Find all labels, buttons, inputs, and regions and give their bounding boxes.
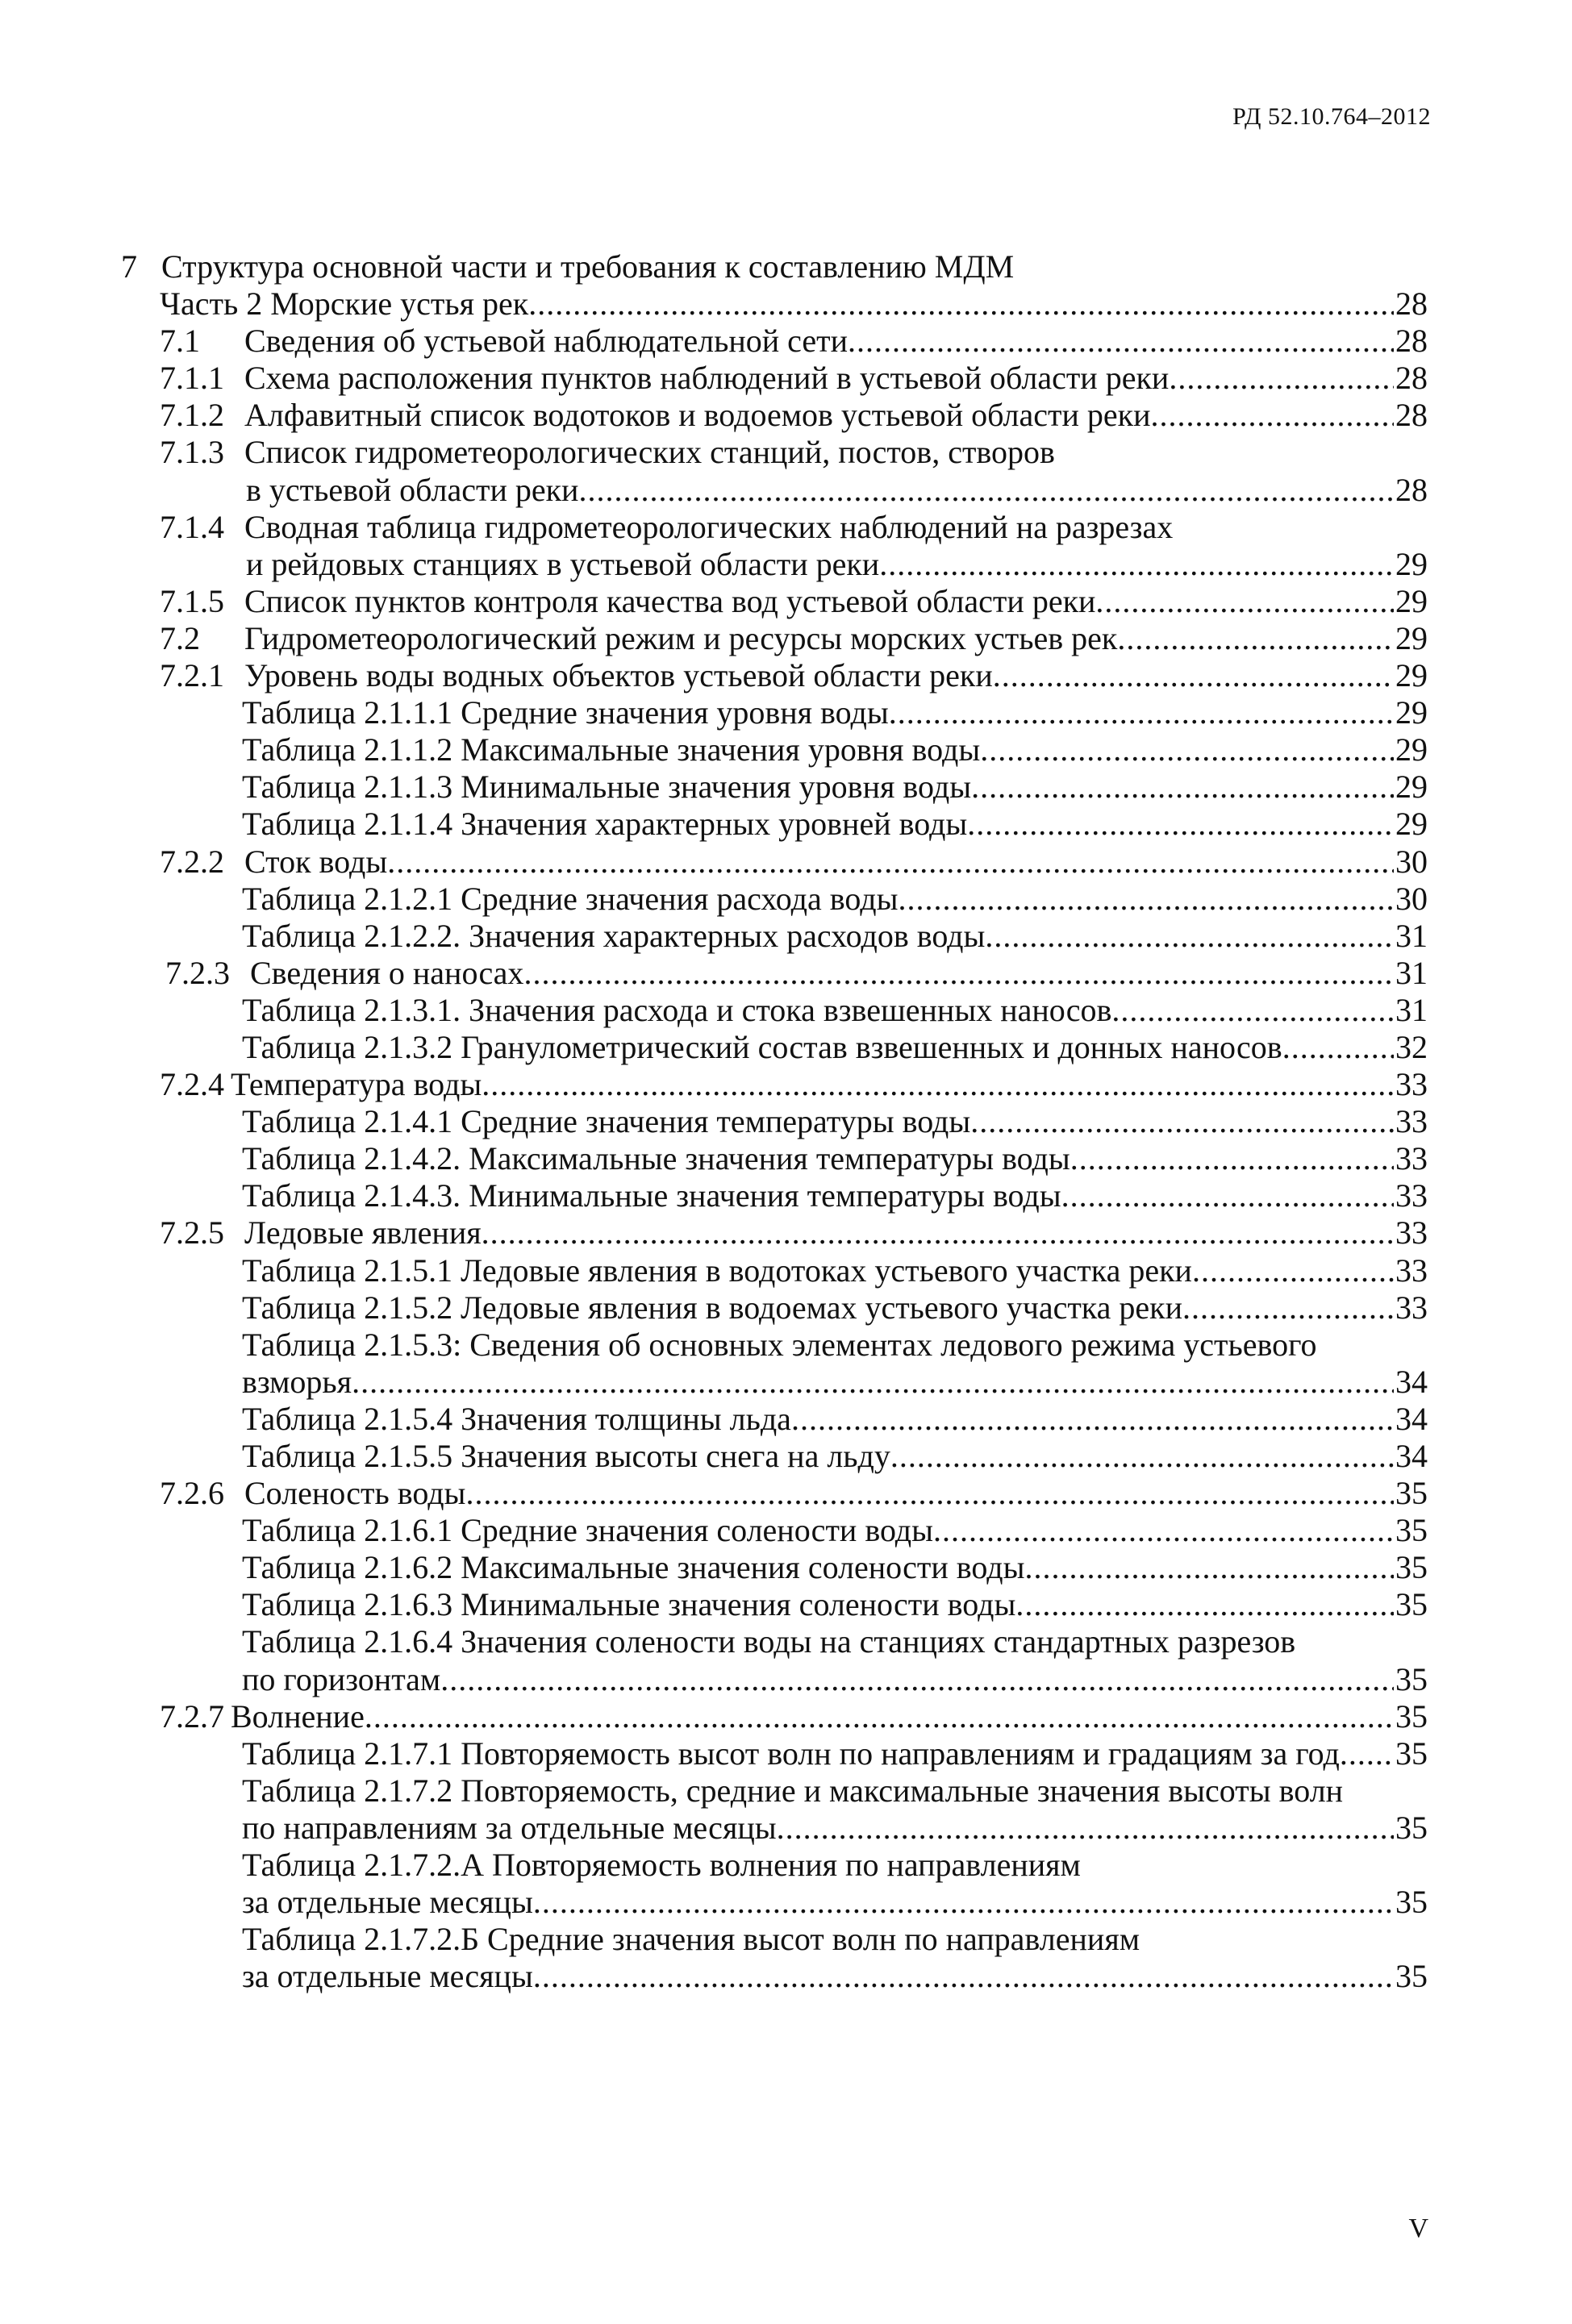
toc-entry-title: Таблица 2.1.5.2 Ледовые явления в водоемах устьевого участка реки bbox=[242, 1289, 1182, 1326]
toc-entry bbox=[121, 509, 1428, 546]
toc-entry bbox=[121, 1847, 1428, 1884]
toc-entry-title: Таблица 2.1.2.1 Средние значения расхода воды bbox=[242, 880, 899, 917]
toc-entry-title: по направлениям за отдельные месяцы bbox=[242, 1809, 777, 1846]
toc-entry-page: 35 bbox=[1395, 1809, 1428, 1846]
toc-leader-dots bbox=[533, 1884, 1394, 1921]
toc-entry-number: 7.1.2 bbox=[160, 397, 224, 434]
toc-entry bbox=[121, 1772, 1428, 1810]
toc-entry-page: 34 bbox=[1395, 1438, 1428, 1474]
toc-entry bbox=[121, 1661, 1428, 1698]
toc-leader-dots bbox=[1182, 1289, 1394, 1327]
toc-leader-dots bbox=[1117, 620, 1394, 657]
toc-entry-number: 7.1 bbox=[160, 323, 200, 360]
toc-entry-page: 35 bbox=[1395, 1586, 1428, 1623]
toc-entry-page: 35 bbox=[1395, 1549, 1428, 1586]
toc-entry-page: 31 bbox=[1395, 917, 1428, 954]
toc-entry-title: Таблица 2.1.5.5 Значения высоты снега на льду bbox=[242, 1438, 890, 1474]
toc-entry-page: 33 bbox=[1395, 1140, 1428, 1177]
toc-entry bbox=[121, 1475, 1428, 1512]
toc-entry bbox=[121, 248, 1428, 285]
toc-entry-page: 35 bbox=[1395, 1512, 1428, 1549]
toc-entry-title: Таблица 2.1.1.2 Максимальные значения уровня воды bbox=[242, 731, 981, 768]
toc-entry-page: 33 bbox=[1395, 1289, 1428, 1326]
toc-entry-title: Гидрометеорологический режим и ресурсы морских устьев рек bbox=[244, 619, 1118, 656]
toc-entry-page: 28 bbox=[1395, 360, 1428, 397]
toc-entry-page: 35 bbox=[1395, 1697, 1428, 1735]
toc-entry bbox=[121, 1921, 1428, 1958]
toc-entry-page: 29 bbox=[1395, 806, 1428, 843]
toc-entry bbox=[121, 1623, 1428, 1660]
toc-leader-dots bbox=[1111, 992, 1394, 1029]
toc-entry bbox=[121, 731, 1428, 768]
toc-entry bbox=[121, 955, 1428, 992]
toc-entry bbox=[121, 1364, 1428, 1401]
toc-leader-dots bbox=[879, 546, 1394, 583]
toc-leader-dots bbox=[967, 806, 1394, 843]
toc-entry-title: Таблица 2.1.7.2 Повторяемость, средние и максимальные значения высоты волн bbox=[242, 1772, 1344, 1809]
toc-entry-title: Таблица 2.1.5.4 Значения толщины льда bbox=[242, 1400, 791, 1437]
toc-entry-title: Таблица 2.1.1.1 Средние значения уровня воды bbox=[242, 694, 889, 731]
toc-entry-title: Список гидрометеорологических станций, постов, створов bbox=[244, 434, 1055, 471]
toc-entry-number: 7.2.7 bbox=[160, 1697, 224, 1735]
toc-entry bbox=[121, 1586, 1428, 1623]
toc-leader-dots bbox=[890, 1438, 1394, 1475]
toc-entry-title: за отдельные месяцы bbox=[242, 1958, 533, 1995]
toc-leader-dots bbox=[993, 657, 1394, 694]
toc-entry bbox=[121, 1029, 1428, 1066]
toc-leader-dots bbox=[1192, 1252, 1394, 1289]
toc-entry-title: в устьевой области реки bbox=[246, 471, 579, 508]
toc-entry-page: 28 bbox=[1395, 397, 1428, 434]
toc-entry bbox=[121, 1401, 1428, 1438]
toc-entry-page: 29 bbox=[1395, 545, 1428, 582]
toc-leader-dots bbox=[1025, 1549, 1395, 1586]
toc-entry-title: Таблица 2.1.4.3. Минимальные значения температуры воды bbox=[242, 1177, 1061, 1214]
toc-entry-title: Соленость воды bbox=[244, 1475, 466, 1512]
toc-entry-page: 32 bbox=[1395, 1028, 1428, 1065]
toc-entry-number: 7.2.4 bbox=[160, 1066, 224, 1103]
toc-entry bbox=[121, 881, 1428, 918]
toc-entry bbox=[121, 620, 1428, 657]
toc-entry-page: 33 bbox=[1395, 1177, 1428, 1214]
toc-leader-dots bbox=[933, 1512, 1394, 1549]
toc-entry bbox=[121, 806, 1428, 843]
toc-entry bbox=[121, 1103, 1428, 1140]
toc-entry-title: Уровень воды водных объектов устьевой области реки bbox=[244, 657, 993, 694]
toc-entry-title: Температура воды bbox=[231, 1066, 482, 1103]
toc-entry-page: 28 bbox=[1395, 323, 1428, 360]
toc-leader-dots bbox=[1095, 583, 1394, 620]
toc-entry bbox=[121, 434, 1428, 471]
toc-entry bbox=[121, 472, 1428, 509]
table-of-contents bbox=[121, 248, 1428, 1995]
toc-entry bbox=[121, 1735, 1428, 1772]
toc-entry-number: 7.2.1 bbox=[160, 657, 224, 694]
toc-entry-title: Алфавитный список водотоков и водоемов устьевой области реки bbox=[244, 397, 1151, 434]
toc-leader-dots bbox=[440, 1661, 1394, 1698]
toc-entry bbox=[121, 694, 1428, 731]
toc-entry bbox=[121, 1512, 1428, 1549]
toc-leader-dots bbox=[1070, 1140, 1394, 1177]
toc-entry-title: Таблица 2.1.5.3: Сведения об основных элементах ледового режима устьевого bbox=[242, 1326, 1317, 1363]
toc-leader-dots bbox=[578, 472, 1394, 509]
toc-leader-dots bbox=[1061, 1177, 1394, 1214]
toc-leader-dots bbox=[971, 768, 1394, 806]
toc-leader-dots bbox=[791, 1401, 1394, 1438]
toc-entry bbox=[121, 1214, 1428, 1252]
toc-entry-number: 7.1.3 bbox=[160, 434, 224, 471]
toc-entry bbox=[121, 992, 1428, 1029]
toc-leader-dots bbox=[465, 1475, 1394, 1512]
toc-entry-title: Таблица 2.1.6.4 Значения солености воды на станциях стандартных разрезов bbox=[242, 1623, 1296, 1660]
toc-leader-dots bbox=[533, 1958, 1394, 1995]
toc-entry-page: 31 bbox=[1395, 954, 1428, 991]
toc-entry-title: Таблица 2.1.6.3 Минимальные значения солености воды bbox=[242, 1586, 1016, 1623]
toc-entry-page: 34 bbox=[1395, 1400, 1428, 1437]
toc-entry bbox=[121, 360, 1428, 397]
toc-entry-page: 29 bbox=[1395, 619, 1428, 656]
toc-entry bbox=[121, 583, 1428, 620]
toc-entry-page: 29 bbox=[1395, 657, 1428, 694]
toc-entry-title: Сведения об устьевой наблюдательной сети bbox=[244, 323, 849, 360]
toc-entry bbox=[121, 397, 1428, 434]
toc-entry-title: Волнение bbox=[231, 1697, 365, 1735]
toc-leader-dots bbox=[777, 1810, 1394, 1847]
toc-entry bbox=[121, 1177, 1428, 1214]
toc-entry-title: Таблица 2.1.7.2.Б Средние значения высот волн по направлениям bbox=[242, 1921, 1140, 1958]
toc-entry bbox=[121, 768, 1428, 806]
toc-leader-dots bbox=[365, 1698, 1394, 1735]
toc-entry bbox=[121, 1810, 1428, 1847]
toc-leader-dots bbox=[898, 881, 1394, 918]
toc-entry-number: 7 bbox=[121, 248, 137, 285]
toc-entry-page: 33 bbox=[1395, 1252, 1428, 1289]
toc-entry-title: Таблица 2.1.3.2 Гранулометрический состав взвешенных и донных наносов bbox=[242, 1028, 1282, 1065]
toc-entry-title: Список пунктов контроля качества вод устьевой области реки bbox=[244, 582, 1096, 619]
toc-leader-dots bbox=[1340, 1735, 1394, 1772]
toc-entry-title: Ледовые явления bbox=[244, 1214, 482, 1252]
page-number: V bbox=[1408, 2214, 1428, 2243]
toc-entry bbox=[121, 546, 1428, 583]
toc-entry-page: 33 bbox=[1395, 1214, 1428, 1252]
toc-entry-page: 30 bbox=[1395, 843, 1428, 880]
toc-entry bbox=[121, 1884, 1428, 1921]
toc-entry-number: 7.2.3 bbox=[165, 954, 230, 991]
toc-entry-number: 7.2.5 bbox=[160, 1214, 224, 1252]
toc-entry-title: Структура основной части и требования к составлению МДМ bbox=[161, 248, 1015, 285]
toc-entry bbox=[121, 1140, 1428, 1177]
toc-entry-title: Таблица 2.1.6.2 Максимальные значения солености воды bbox=[242, 1549, 1025, 1586]
toc-entry-title: Таблица 2.1.1.4 Значения характерных уровней воды bbox=[242, 806, 968, 843]
toc-entry-page: 34 bbox=[1395, 1363, 1428, 1400]
toc-entry-page: 29 bbox=[1395, 731, 1428, 768]
toc-leader-dots bbox=[985, 918, 1394, 955]
toc-leader-dots bbox=[482, 1066, 1394, 1103]
toc-entry-title: Сведения о наносах bbox=[250, 954, 524, 991]
toc-leader-dots bbox=[889, 694, 1394, 731]
toc-entry-title: взморья bbox=[242, 1363, 352, 1400]
toc-entry bbox=[121, 285, 1428, 323]
toc-leader-dots bbox=[970, 1103, 1394, 1140]
toc-entry-title: Сток воды bbox=[244, 843, 388, 880]
toc-leader-dots bbox=[848, 323, 1394, 360]
toc-entry-page: 30 bbox=[1395, 880, 1428, 917]
toc-entry bbox=[121, 1289, 1428, 1327]
toc-entry-page: 29 bbox=[1395, 582, 1428, 619]
document-code: РД 52.10.764–2012 bbox=[1232, 103, 1431, 130]
toc-entry-title: Таблица 2.1.2.2. Значения характерных расходов воды bbox=[242, 917, 986, 954]
toc-leader-dots bbox=[1282, 1029, 1394, 1066]
toc-leader-dots bbox=[980, 731, 1394, 768]
toc-entry-title: Таблица 2.1.1.3 Минимальные значения уровня воды bbox=[242, 768, 972, 806]
toc-entry-title: Таблица 2.1.6.1 Средние значения солености воды bbox=[242, 1512, 934, 1549]
toc-entry-number: 7.1.1 bbox=[160, 360, 224, 397]
toc-leader-dots bbox=[482, 1214, 1394, 1252]
toc-entry-title: Таблица 2.1.5.1 Ледовые явления в водотоках устьевого участка реки bbox=[242, 1252, 1192, 1289]
toc-entry-title: Таблица 2.1.7.1 Повторяемость высот волн по направлениям и градациям за год bbox=[242, 1735, 1340, 1772]
toc-entry bbox=[121, 843, 1428, 881]
toc-leader-dots bbox=[1015, 1586, 1394, 1623]
toc-entry-page: 35 bbox=[1395, 1660, 1428, 1697]
toc-entry-page: 33 bbox=[1395, 1066, 1428, 1103]
toc-entry bbox=[121, 1958, 1428, 1995]
toc-entry-page: 33 bbox=[1395, 1103, 1428, 1140]
toc-entry-number: 7.2.2 bbox=[160, 843, 224, 880]
toc-entry bbox=[121, 1252, 1428, 1289]
toc-entry bbox=[121, 1066, 1428, 1103]
toc-leader-dots bbox=[523, 955, 1394, 992]
toc-entry-page: 28 bbox=[1395, 285, 1428, 323]
toc-entry-number: 7.2.6 bbox=[160, 1475, 224, 1512]
toc-entry bbox=[121, 1438, 1428, 1475]
toc-entry-title: Таблица 2.1.7.2.А Повторяемость волнения по направлениям bbox=[242, 1847, 1081, 1884]
toc-entry-number: 7.1.5 bbox=[160, 582, 224, 619]
toc-entry-page: 35 bbox=[1395, 1884, 1428, 1921]
toc-entry-title: Схема расположения пунктов наблюдений в устьевой области реки bbox=[244, 360, 1170, 397]
toc-entry-page: 35 bbox=[1395, 1958, 1428, 1995]
toc-entry-title: Таблица 2.1.4.1 Средние значения температуры воды bbox=[242, 1103, 971, 1140]
toc-entry bbox=[121, 323, 1428, 360]
toc-entry-title: Сводная таблица гидрометеорологических наблюдений на разрезах bbox=[244, 508, 1174, 545]
toc-leader-dots bbox=[352, 1364, 1394, 1401]
toc-entry-page: 31 bbox=[1395, 991, 1428, 1028]
toc-entry-number: 7.2 bbox=[160, 619, 200, 656]
toc-entry-page: 29 bbox=[1395, 694, 1428, 731]
toc-entry-page: 35 bbox=[1395, 1735, 1428, 1772]
toc-entry-title: за отдельные месяцы bbox=[242, 1884, 533, 1921]
toc-entry bbox=[121, 657, 1428, 694]
toc-entry-title: Часть 2 Морские устья рек bbox=[160, 285, 529, 323]
toc-entry bbox=[121, 1327, 1428, 1364]
toc-leader-dots bbox=[387, 843, 1394, 881]
toc-entry bbox=[121, 1549, 1428, 1586]
toc-entry-page: 28 bbox=[1395, 471, 1428, 508]
toc-entry-title: по горизонтам bbox=[242, 1660, 441, 1697]
toc-entry-title: и рейдовых станциях в устьевой области реки bbox=[246, 545, 880, 582]
toc-entry bbox=[121, 1698, 1428, 1735]
toc-entry-title: Таблица 2.1.4.2. Максимальные значения температуры воды bbox=[242, 1140, 1070, 1177]
toc-entry-page: 35 bbox=[1395, 1475, 1428, 1512]
toc-entry-title: Таблица 2.1.3.1. Значения расхода и стока взвешенных наносов bbox=[242, 991, 1112, 1028]
toc-entry bbox=[121, 918, 1428, 955]
toc-entry-number: 7.1.4 bbox=[160, 508, 224, 545]
toc-leader-dots bbox=[1169, 360, 1394, 397]
toc-entry-page: 29 bbox=[1395, 768, 1428, 806]
toc-leader-dots bbox=[528, 285, 1394, 323]
toc-leader-dots bbox=[1150, 397, 1394, 434]
